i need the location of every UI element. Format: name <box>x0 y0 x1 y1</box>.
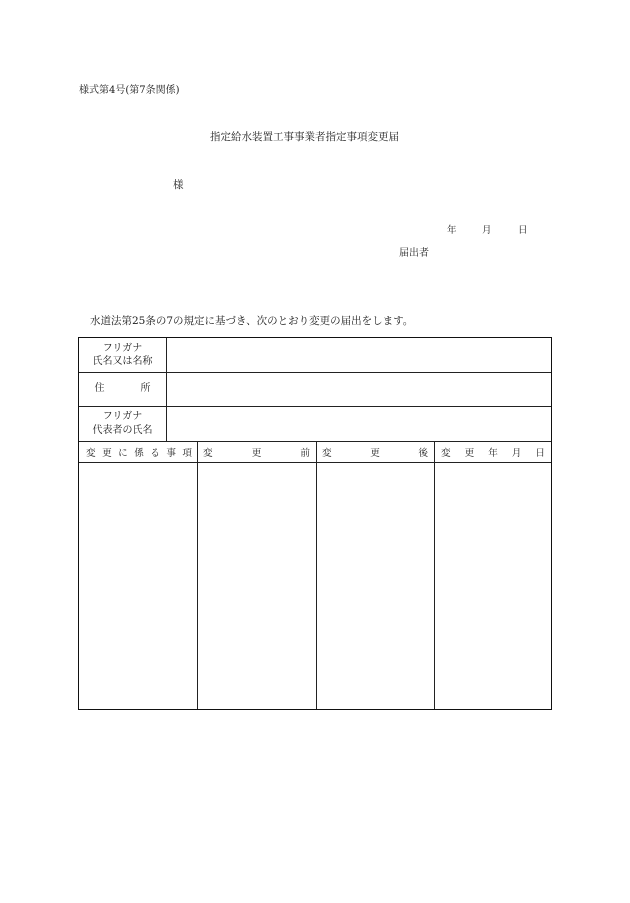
date-year-label: 年 <box>447 225 457 236</box>
intro-text: 水道法第25条の7の規定に基づき、次のとおり変更の届出をします。 <box>90 315 414 327</box>
header-char: 更 <box>251 447 262 459</box>
addressee-honorific: 様 <box>173 179 184 191</box>
address-label-char: 所 <box>140 383 151 395</box>
representative-label: 代表者の氏名 <box>92 424 153 436</box>
after-change-field[interactable] <box>317 462 434 709</box>
header-char: 後 <box>418 447 428 459</box>
address-label-char: 住 <box>94 383 105 395</box>
changed-item-field[interactable] <box>79 462 197 709</box>
header-change-date <box>441 441 545 462</box>
header-char: 係 <box>134 447 144 459</box>
representative-field[interactable] <box>167 406 551 441</box>
header-char: 変 <box>203 447 213 459</box>
address-field[interactable] <box>167 372 551 406</box>
header-char: 変 <box>86 447 96 459</box>
header-char: 更 <box>102 447 112 459</box>
name-label: 氏名又は名称 <box>92 356 153 367</box>
address-label-cell <box>79 372 166 406</box>
document-title: 指定給水装置工事事業者指定事項変更届 <box>210 131 399 143</box>
date-day-label: 日 <box>518 225 528 236</box>
notifier-label: 届出者 <box>399 248 429 259</box>
header-char: 変 <box>441 447 451 459</box>
change-columns-header <box>79 441 551 462</box>
change-notification-table <box>78 337 552 710</box>
header-char: 項 <box>182 447 192 459</box>
header-char: 事 <box>166 447 176 459</box>
header-char: 日 <box>535 447 545 459</box>
before-change-field[interactable] <box>198 462 316 709</box>
header-char: 年 <box>488 447 498 459</box>
representative-furigana-label: フリガナ <box>102 411 143 422</box>
header-changed-item <box>86 441 192 462</box>
representative-label-cell <box>79 406 166 441</box>
header-char: に <box>118 447 128 459</box>
header-after-change <box>322 441 428 462</box>
header-char: 更 <box>370 447 380 459</box>
name-field[interactable] <box>167 338 551 372</box>
change-date-field[interactable] <box>435 462 551 709</box>
header-char: 更 <box>464 447 475 459</box>
name-furigana-label: フリガナ <box>102 342 143 354</box>
date-month-label: 月 <box>482 225 492 236</box>
name-label-cell <box>79 338 166 372</box>
header-char: 変 <box>322 447 332 459</box>
header-char: 前 <box>300 447 310 459</box>
header-before-change <box>203 441 310 462</box>
header-char: 月 <box>511 447 522 459</box>
form-number: 様式第4号(第7条関係) <box>79 85 180 96</box>
header-char: る <box>150 447 160 459</box>
